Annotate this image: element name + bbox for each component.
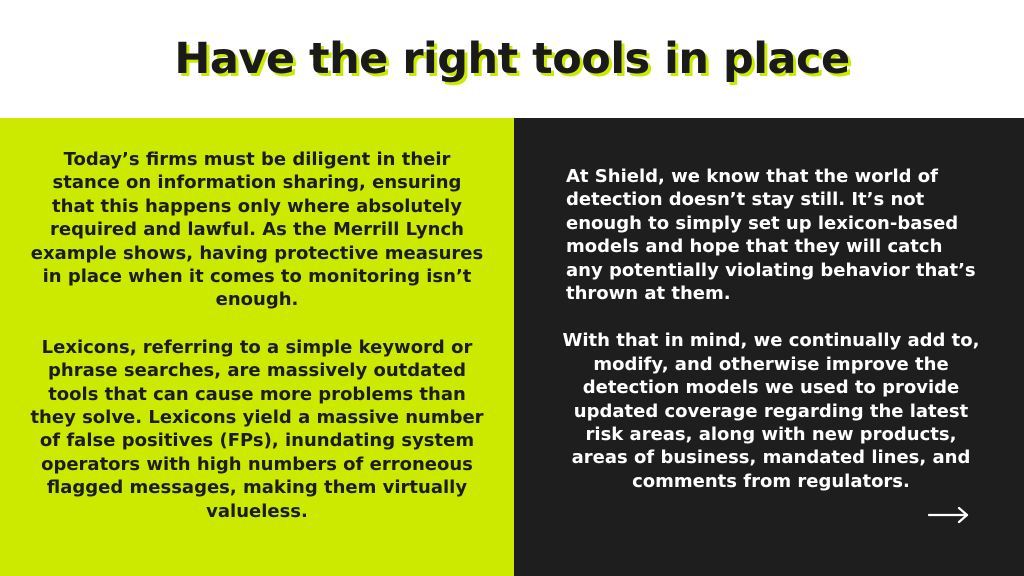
right-panel bbox=[514, 118, 1024, 576]
left-panel bbox=[0, 118, 514, 576]
left-paragraph-1: Today’s firms must be diligent in their stance on information sharing, ensuring that this happens only where absolutely required and lawful. As the Merrill Lynch example shows, having protective measures in place when it comes to monitoring isn’t enough. bbox=[30, 149, 484, 311]
right-paragraph-1: At Shield, we know that the world of detection doesn’t stay still. It’s not enough to simply set up lexicon-based models and hope that they will catch any potentially violating behavior that’s thrown at them. bbox=[566, 166, 976, 305]
left-paragraph-2: Lexicons, referring to a simple keyword or phrase searches, are massively outdated tools that can cause more problems than they solve. Lexicons yield a massive number of false positives (FPs), inundating system operators with high numbers of erroneous flagged messages, making them virtually valueless. bbox=[30, 336, 484, 522]
arrow-right-icon[interactable] bbox=[928, 506, 970, 524]
page-title: Have the right tools in place bbox=[174, 34, 850, 84]
right-paragraph-2: With that in mind, we continually add to, modify, and otherwise improve the detection models we used to provide updated coverage regarding the latest risk areas, along with new products, areas of business, mandated lines, and comments from regulators. bbox=[562, 330, 980, 492]
title-bar bbox=[0, 0, 1024, 118]
